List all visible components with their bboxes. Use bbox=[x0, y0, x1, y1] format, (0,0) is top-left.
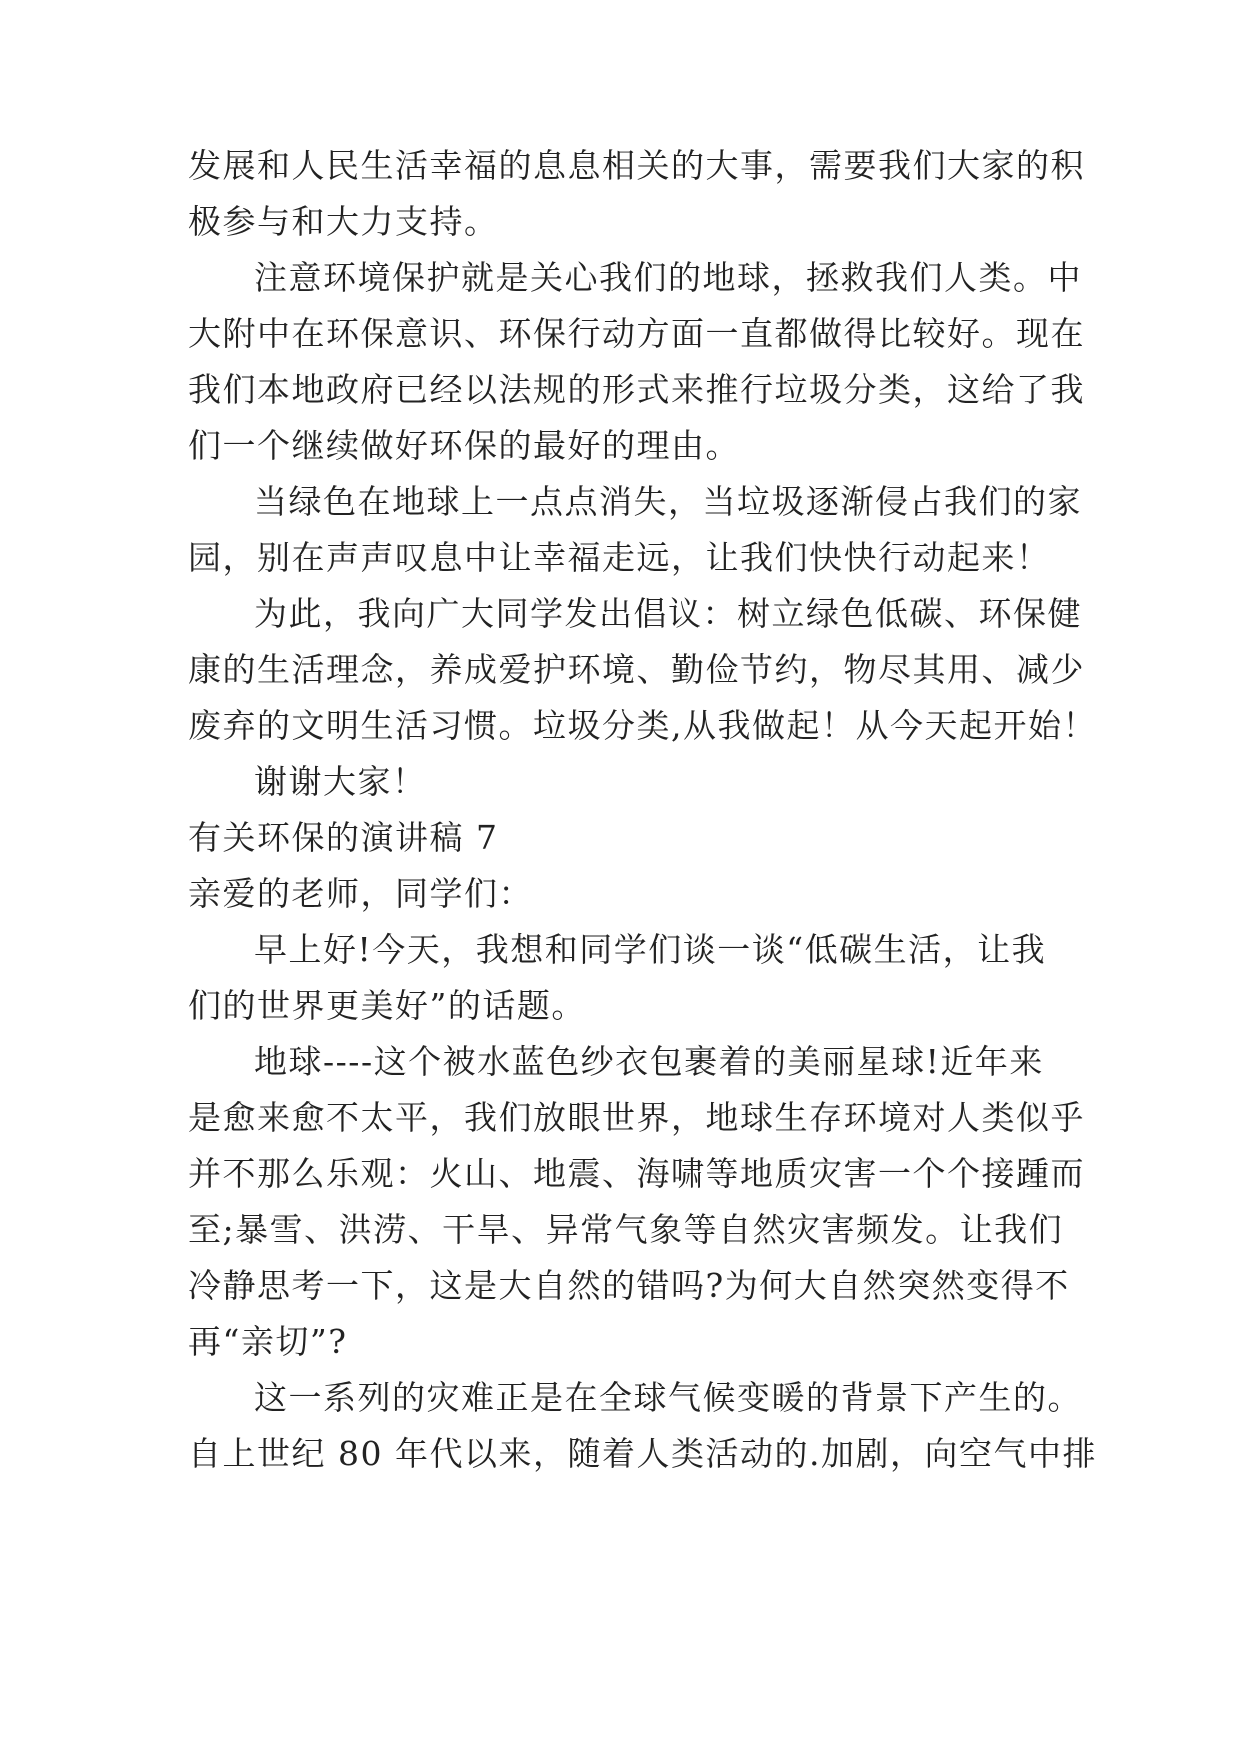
paragraph-start-line: 地球----这个被水蓝色纱衣包裹着的美丽星球!近年来 bbox=[254, 1042, 1044, 1081]
text-line: 发展和人民生活幸福的息息相关的大事，需要我们大家的积 bbox=[188, 146, 1085, 185]
text-line: 再“亲切”? bbox=[188, 1322, 348, 1361]
text-line: 康的生活理念，养成爱护环境、勤俭节约，物尽其用、减少 bbox=[188, 650, 1085, 689]
text-line: 我们本地政府已经以法规的形式来推行垃圾分类，这给了我 bbox=[188, 370, 1085, 409]
salutation-line: 亲爱的老师，同学们： bbox=[188, 874, 533, 913]
text-line: 并不那么乐观：火山、地震、海啸等地质灾害一个个接踵而 bbox=[188, 1154, 1085, 1193]
paragraph-start-line: 当绿色在地球上一点点消失，当垃圾逐渐侵占我们的家 bbox=[254, 482, 1082, 521]
text-line: 极参与和大力支持。 bbox=[188, 202, 499, 241]
text-line: 们一个继续做好环保的最好的理由。 bbox=[188, 426, 740, 465]
paragraph-start-line: 这一系列的灾难正是在全球气候变暖的背景下产生的。 bbox=[254, 1378, 1082, 1417]
paragraph-start-line: 注意环境保护就是关心我们的地球，拯救我们人类。中 bbox=[254, 258, 1082, 297]
text-line: 们的世界更美好”的话题。 bbox=[188, 986, 586, 1025]
text-line: 园，别在声声叹息中让幸福走远，让我们快快行动起来！ bbox=[188, 538, 1051, 577]
paragraph-start-line: 早上好!今天，我想和同学们谈一谈“低碳生活，让我 bbox=[254, 930, 1047, 969]
text-line: 废弃的文明生活习惯。垃圾分类,从我做起！从今天起开始！ bbox=[188, 706, 1097, 745]
section-heading: 有关环保的演讲稿 7 bbox=[188, 818, 499, 857]
closing-line: 谢谢大家！ bbox=[254, 762, 427, 801]
text-line: 冷静思考一下，这是大自然的错吗?为何大自然突然变得不 bbox=[188, 1266, 1070, 1305]
text-line: 自上世纪 80 年代以来，随着人类活动的.加剧，向空气中排 bbox=[188, 1434, 1097, 1473]
text-line: 是愈来愈不太平，我们放眼世界，地球生存环境对人类似乎 bbox=[188, 1098, 1085, 1137]
paragraph-start-line: 为此，我向广大同学发出倡议：树立绿色低碳、环保健 bbox=[254, 594, 1082, 633]
text-line: 至;暴雪、洪涝、干旱、异常气象等自然灾害频发。让我们 bbox=[188, 1210, 1064, 1249]
text-line: 大附中在环保意识、环保行动方面一直都做得比较好。现在 bbox=[188, 314, 1085, 353]
